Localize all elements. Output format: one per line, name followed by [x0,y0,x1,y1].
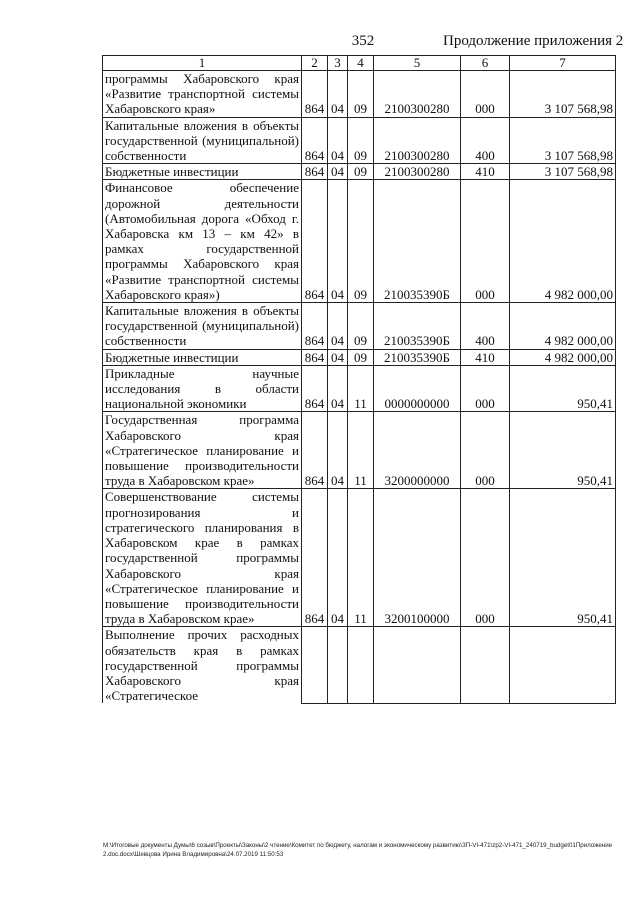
row-amount: 4 982 000,00 [510,303,616,350]
row-subsection-code: 09 [348,71,374,118]
row-section-code: 04 [328,303,348,350]
row-section-code: 04 [328,71,348,118]
row-subsection-code [348,627,374,704]
row-section-code: 04 [328,412,348,489]
row-subsection-code: 11 [348,365,374,412]
row-department-code [302,627,328,704]
table-row [103,164,616,180]
row-amount: 950,41 [510,412,616,489]
row-department-code: 864 [302,365,328,412]
row-expense-type: 410 [461,164,510,180]
column-header: 4 [348,56,374,71]
row-department-code: 864 [302,489,328,627]
row-target-code: 210035390Б [374,303,461,350]
row-section-code: 04 [328,349,348,365]
row-subsection-code: 09 [348,303,374,350]
row-section-code: 04 [328,489,348,627]
row-section-code: 04 [328,365,348,412]
row-target-code: 2100300280 [374,71,461,118]
row-name: Выполнение прочих расходных обязательств края в рамках государственной программы Хабаровского края «Стратегическое [103,627,302,704]
row-expense-type: 410 [461,349,510,365]
page-number: 352 [351,33,375,49]
row-expense-type: 000 [461,489,510,627]
table-row [103,349,616,365]
row-subsection-code: 11 [348,412,374,489]
table-row [103,303,616,350]
row-name: программы Хабаровского края «Развитие транспортной системы Хабаровского края» [103,71,302,118]
budget-table [102,55,616,704]
row-target-code: 2100300280 [374,164,461,180]
row-amount: 3 107 568,98 [510,71,616,118]
row-amount: 950,41 [510,489,616,627]
row-department-code: 864 [302,412,328,489]
row-target-code: 3200100000 [374,489,461,627]
row-name: Капитальные вложения в объекты государственной (муниципальной) собственности [103,117,302,164]
table-row [103,627,616,704]
table-row [103,71,616,118]
row-section-code: 04 [328,164,348,180]
row-section-code [328,627,348,704]
row-name: Прикладные научные исследования в области национальной экономики [103,365,302,412]
row-target-code: 210035390Б [374,349,461,365]
row-expense-type [461,627,510,704]
row-expense-type: 000 [461,180,510,303]
row-department-code: 864 [302,349,328,365]
row-subsection-code: 09 [348,349,374,365]
table-row [103,180,616,303]
column-header: 1 [103,56,302,71]
table-header-row [103,56,616,71]
column-header: 2 [302,56,328,71]
row-amount: 4 982 000,00 [510,349,616,365]
column-header: 7 [510,56,616,71]
row-subsection-code: 09 [348,117,374,164]
row-target-code: 210035390Б [374,180,461,303]
column-header: 5 [374,56,461,71]
row-subsection-code: 11 [348,489,374,627]
column-header: 3 [328,56,348,71]
row-name: Финансовое обеспечение дорожной деятельности (Автомобильная дорога «Обход г. Хабаровска км 13 – км 42» в рамках государственной программы Хабаровского края «Развитие транспортной системы Хабаровского края») [103,180,302,303]
row-name: Совершенствование системы прогнозирования и стратегического планирования в Хабаровском крае в рамках государственной программы Хабаровского края «Стратегическое планирование и повышение производительности труда в Хабаровском крае» [103,489,302,627]
row-amount [510,627,616,704]
table-row [103,412,616,489]
row-amount: 950,41 [510,365,616,412]
table-row [103,489,616,627]
document-path-footer: M:\Итоговые документы Думы\6 созыв\Проекты\Законы\2 чтение\Комитет по бюджету, налогам и экономическому развитию\ЗП-VI-471\zp2-VI-471_240719_budget01Приложение 2.doc.docx\Шевцова Ирина Владимировна\24.07.2019 11:50:53 [103,842,613,858]
row-subsection-code: 09 [348,164,374,180]
row-name: Бюджетные инвестиции [103,164,302,180]
row-name: Бюджетные инвестиции [103,349,302,365]
row-section-code: 04 [328,180,348,303]
row-department-code: 864 [302,303,328,350]
continuation-title: Продолжение приложения 2 [443,33,624,49]
row-target-code: 2100300280 [374,117,461,164]
row-amount: 4 982 000,00 [510,180,616,303]
row-target-code: 0000000000 [374,365,461,412]
row-department-code: 864 [302,180,328,303]
row-expense-type: 400 [461,303,510,350]
row-expense-type: 400 [461,117,510,164]
row-name: Государственная программа Хабаровского края «Стратегическое планирование и повышение производительности труда в Хабаровском крае» [103,412,302,489]
row-amount: 3 107 568,98 [510,117,616,164]
row-target-code: 3200000000 [374,412,461,489]
row-amount: 3 107 568,98 [510,164,616,180]
table-row [103,117,616,164]
row-expense-type: 000 [461,71,510,118]
row-target-code [374,627,461,704]
row-subsection-code: 09 [348,180,374,303]
row-expense-type: 000 [461,365,510,412]
row-name: Капитальные вложения в объекты государственной (муниципальной) собственности [103,303,302,350]
table-row [103,365,616,412]
column-header: 6 [461,56,510,71]
row-department-code: 864 [302,164,328,180]
row-department-code: 864 [302,71,328,118]
row-department-code: 864 [302,117,328,164]
row-expense-type: 000 [461,412,510,489]
row-section-code: 04 [328,117,348,164]
